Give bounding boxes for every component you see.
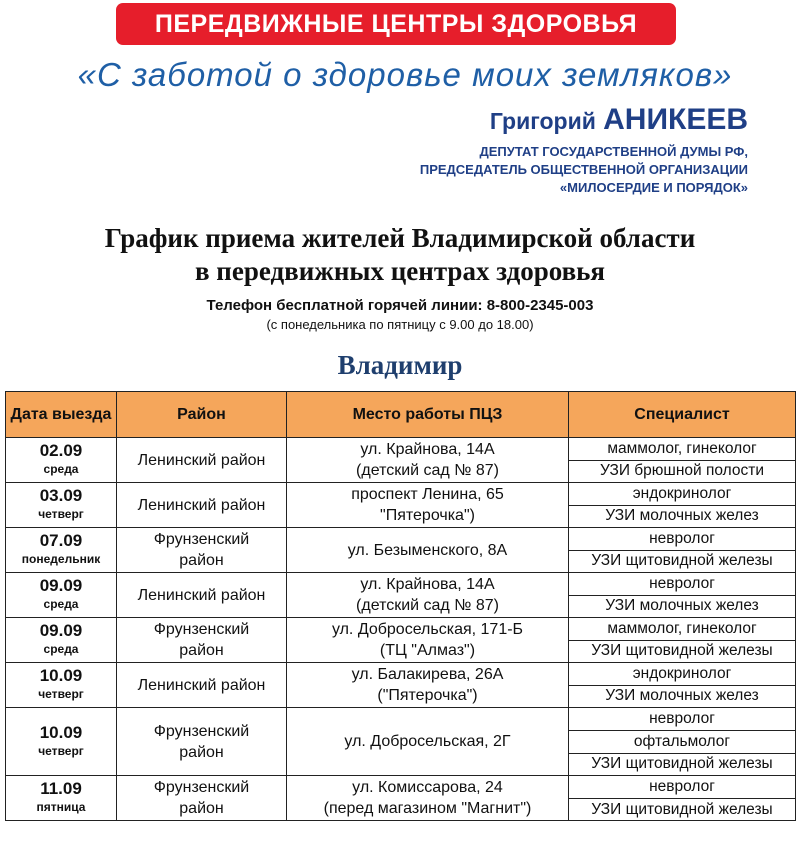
header-district: Район bbox=[117, 392, 287, 438]
table-row bbox=[6, 483, 796, 506]
city-heading: Владимир bbox=[337, 350, 463, 380]
date-cell bbox=[6, 528, 117, 573]
place-line: ул. Комиссарова, 24 bbox=[352, 779, 503, 797]
district-line: Фрунзенский bbox=[153, 531, 250, 548]
district-line: Фрунзенский bbox=[153, 621, 250, 638]
place-line: ул. Крайнова, 14А bbox=[360, 576, 495, 593]
place-line: ул. Безыменского, 8А bbox=[347, 541, 508, 559]
date-value: 07.09 bbox=[39, 531, 83, 550]
date-cell bbox=[6, 573, 117, 618]
weekday: среда bbox=[43, 462, 79, 476]
date-cell bbox=[6, 483, 117, 528]
weekday: среда bbox=[43, 642, 79, 656]
district-text: Ленинский район bbox=[137, 586, 266, 604]
slogan: «С заботой о здоровье моих земляков» bbox=[77, 56, 733, 93]
specialist-cell: маммолог, гинеколог bbox=[569, 438, 796, 461]
place-line: ул. Добросельская, 171-Б bbox=[331, 621, 524, 638]
specialist-cell: невролог bbox=[569, 708, 796, 731]
specialist-cell: УЗИ молочных желез bbox=[569, 685, 796, 708]
weekday: понедельник bbox=[21, 552, 101, 566]
weekday: четверг bbox=[38, 743, 84, 758]
specialist-cell: маммолог, гинеколог bbox=[569, 618, 796, 641]
specialist-cell: УЗИ молочных желез bbox=[569, 505, 796, 528]
date-value: 10.09 bbox=[39, 722, 83, 742]
place-line: (перед магазином "Магнит") bbox=[323, 800, 532, 818]
district-text: Ленинский район bbox=[137, 496, 266, 514]
schedule-table bbox=[5, 391, 796, 821]
specialist-cell: УЗИ щитовидной железы bbox=[569, 640, 796, 663]
district-cell bbox=[117, 573, 287, 618]
district-text: Ленинский район bbox=[137, 676, 266, 694]
place-cell bbox=[287, 618, 569, 663]
table-row bbox=[6, 618, 796, 641]
weekday: среда bbox=[43, 597, 79, 611]
place-cell bbox=[287, 573, 569, 618]
table-header-row bbox=[6, 392, 796, 438]
specialist-cell: невролог bbox=[569, 776, 796, 799]
place-cell bbox=[287, 438, 569, 483]
specialist-cell: УЗИ щитовидной железы bbox=[569, 550, 796, 573]
header-specialist: Специалист bbox=[569, 392, 796, 438]
author-role bbox=[420, 143, 748, 197]
hotline-phone: Телефон бесплатной горячей линии: 8-800-2345-003 bbox=[206, 297, 594, 314]
place-line: ул. Крайнова, 14А bbox=[360, 441, 495, 458]
header-date: Дата выезда bbox=[6, 392, 117, 438]
role-line: «МИЛОСЕРДИЕ И ПОРЯДОК» bbox=[559, 180, 748, 195]
place-line: (детский сад № 87) bbox=[356, 462, 499, 479]
district-cell bbox=[117, 776, 287, 821]
table-row bbox=[6, 528, 796, 551]
date-value: 03.09 bbox=[39, 486, 83, 505]
role-line: ПРЕДСЕДАТЕЛЬ ОБЩЕСТВЕННОЙ ОРГАНИЗАЦИИ bbox=[419, 162, 748, 177]
place-cell bbox=[287, 776, 569, 821]
place-line: ул. Балакирева, 26А bbox=[351, 666, 504, 683]
date-value: 10.09 bbox=[39, 666, 83, 685]
district-line: район bbox=[179, 552, 224, 569]
district-line: Фрунзенский bbox=[153, 779, 250, 797]
place-line: (детский сад № 87) bbox=[356, 597, 499, 614]
specialist-cell: эндокринолог bbox=[569, 483, 796, 506]
schedule-body bbox=[6, 438, 796, 821]
district-cell bbox=[117, 708, 287, 776]
author-last-name: АНИКЕЕВ bbox=[603, 103, 748, 136]
specialist-cell: офтальмолог bbox=[569, 730, 796, 753]
date-cell bbox=[6, 708, 117, 776]
weekday: четверг bbox=[38, 687, 84, 701]
district-line: район bbox=[179, 642, 224, 659]
place-line: ("Пятерочка") bbox=[377, 687, 478, 704]
specialist-cell: невролог bbox=[569, 573, 796, 596]
title-line: в передвижных центрах здоровья bbox=[194, 256, 606, 286]
place-cell bbox=[287, 663, 569, 708]
weekday: четверг bbox=[38, 507, 84, 521]
title-line: График приема жителей Владимирской области bbox=[104, 223, 696, 253]
banner-text: ПЕРЕДВИЖНЫЕ ЦЕНТРЫ ЗДОРОВЬЯ bbox=[154, 9, 638, 38]
hotline-hours: (с понедельника по пятницу с 9.00 до 18.00) bbox=[266, 317, 534, 332]
district-cell bbox=[117, 483, 287, 528]
date-cell bbox=[6, 776, 117, 821]
header-place: Место работы ПЦЗ bbox=[287, 392, 569, 438]
date-cell bbox=[6, 438, 117, 483]
role-line: ДЕПУТАТ ГОСУДАРСТВЕННОЙ ДУМЫ РФ, bbox=[479, 144, 748, 159]
date-value: 09.09 bbox=[39, 621, 83, 640]
table-row bbox=[6, 776, 796, 799]
specialist-cell: УЗИ брюшной полости bbox=[569, 460, 796, 483]
place-cell bbox=[287, 528, 569, 573]
header-banner bbox=[116, 3, 676, 45]
specialist-cell: эндокринолог bbox=[569, 663, 796, 686]
district-cell bbox=[117, 663, 287, 708]
place-line: (ТЦ "Алмаз") bbox=[379, 642, 476, 659]
author-name bbox=[490, 103, 748, 137]
weekday: пятница bbox=[36, 800, 86, 815]
district-cell bbox=[117, 618, 287, 663]
specialist-cell: УЗИ молочных желез bbox=[569, 595, 796, 618]
table-row bbox=[6, 438, 796, 461]
table-row bbox=[6, 708, 796, 731]
date-value: 09.09 bbox=[39, 576, 83, 595]
place-cell bbox=[287, 708, 569, 776]
place-line: ул. Добросельская, 2Г bbox=[344, 733, 511, 751]
table-row bbox=[6, 663, 796, 686]
date-value: 02.09 bbox=[39, 441, 83, 460]
date-cell bbox=[6, 618, 117, 663]
district-line: район bbox=[179, 800, 224, 818]
place-cell bbox=[287, 483, 569, 528]
place-line: проспект Ленина, 65 bbox=[351, 486, 504, 503]
district-cell bbox=[117, 438, 287, 483]
page-title bbox=[0, 222, 800, 288]
author-first-name: Григорий bbox=[489, 108, 596, 134]
district-line: Фрунзенский bbox=[153, 722, 250, 740]
district-text: Ленинский район bbox=[137, 451, 266, 469]
specialist-cell: УЗИ щитовидной железы bbox=[569, 798, 796, 821]
specialist-cell: УЗИ щитовидной железы bbox=[569, 753, 796, 776]
district-line: район bbox=[179, 743, 224, 761]
table-row bbox=[6, 573, 796, 596]
date-cell bbox=[6, 663, 117, 708]
date-value: 11.09 bbox=[40, 779, 82, 799]
place-line: "Пятерочка") bbox=[380, 507, 475, 524]
specialist-cell: невролог bbox=[569, 528, 796, 551]
district-cell bbox=[117, 528, 287, 573]
